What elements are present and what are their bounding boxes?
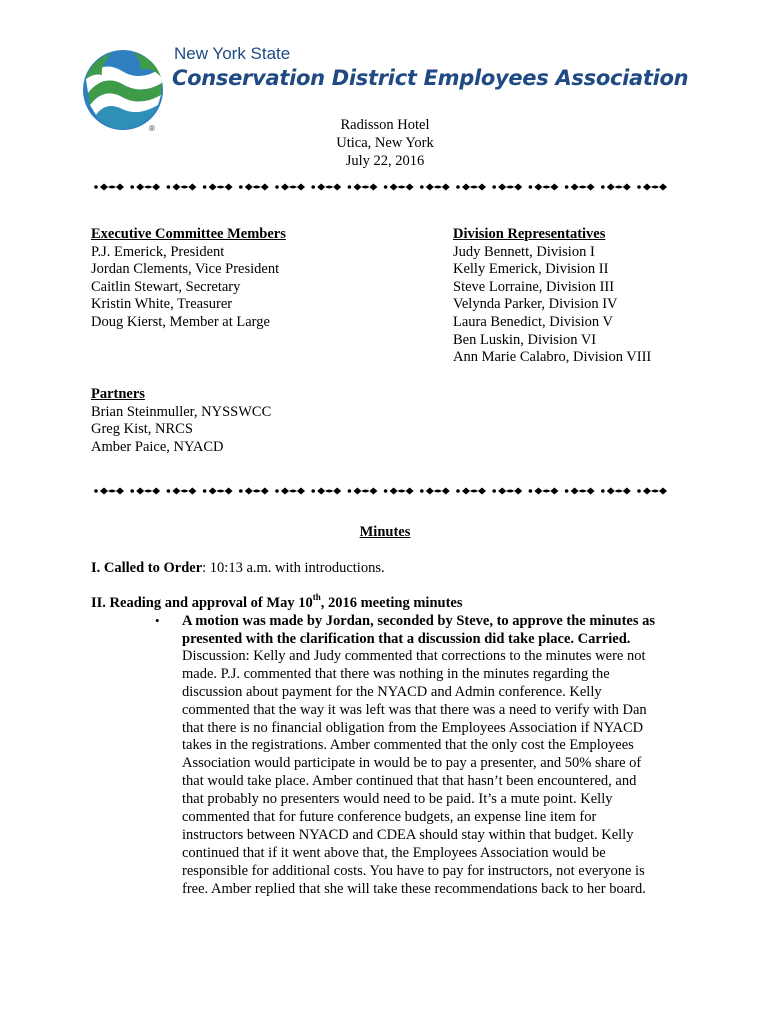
ornament-mark (100, 184, 108, 191)
executive-committee (91, 226, 286, 332)
ornament-mark (420, 185, 424, 189)
ornament-mark (94, 489, 98, 493)
ornament-mark (297, 488, 305, 495)
ornament-divider (92, 485, 672, 497)
ornament-mark (643, 488, 651, 495)
partners (91, 386, 271, 456)
ornament-mark (492, 489, 496, 493)
discussion-line: responsible for additional costs. You have to pay for instructors, not everyone is (182, 862, 645, 879)
ornament-mark (144, 186, 152, 189)
ornament-mark (188, 184, 196, 191)
ornament-mark (136, 184, 144, 191)
ornament-mark (565, 185, 569, 189)
item-reading-approval (91, 592, 463, 612)
ornament-mark (434, 490, 442, 493)
item-label-rest: , 2016 meeting minutes (320, 595, 463, 611)
ornament-mark (542, 490, 550, 493)
ornament-mark (651, 490, 659, 493)
ornament-mark (478, 184, 486, 191)
ornament-mark (456, 185, 460, 189)
ornament-mark (108, 186, 116, 189)
ornament-mark (311, 489, 315, 493)
motion-line: A motion was made by Jordan, seconded by Steve, to approve the minutes as (182, 613, 656, 629)
executive-member: Kristin White, Treasurer (91, 296, 233, 313)
ornament-mark (623, 488, 631, 495)
division-member: Velynda Parker, Division IV (453, 296, 618, 313)
ornament-mark (225, 184, 233, 191)
ornament-mark (225, 488, 233, 495)
ornament-mark (245, 488, 253, 495)
ornament-mark (565, 489, 569, 493)
ornament-mark (152, 184, 160, 191)
division-member: Kelly Emerick, Division II (453, 261, 609, 278)
item-label: I. Called to Order (91, 560, 203, 576)
ornament-mark (462, 184, 470, 191)
ornament-mark (239, 185, 243, 189)
ornament-mark (130, 489, 134, 493)
ornament-mark (390, 488, 398, 495)
ornament-mark (579, 186, 587, 189)
venue-line: Utica, New York (336, 135, 434, 151)
ornament-mark (601, 185, 605, 189)
ornament-mark (434, 186, 442, 189)
ornament-mark (333, 184, 341, 191)
executive-member: P.J. Emerick, President (91, 243, 225, 260)
ornament-mark (550, 488, 558, 495)
executive-heading: Executive Committee Members (91, 226, 286, 242)
ornament-mark (406, 488, 414, 495)
ornament-mark (281, 488, 289, 495)
ornament-mark (325, 186, 333, 189)
ornament-mark (514, 184, 522, 191)
discussion-line: commented that for future conference budgets, an expense line item for (182, 809, 597, 826)
ornament-mark (94, 185, 98, 189)
ornament-mark (623, 184, 631, 191)
registered-mark: ® (149, 124, 155, 133)
ornament-mark (529, 489, 533, 493)
ornament-mark (239, 489, 243, 493)
ornament-mark (369, 488, 377, 495)
division-member: Judy Bennett, Division I (453, 243, 595, 260)
ornament-mark (108, 490, 116, 493)
ornament-mark (245, 184, 253, 191)
ornament-mark (571, 488, 579, 495)
ornament-mark (353, 184, 361, 191)
ornament-mark (172, 184, 180, 191)
ornament-mark (203, 185, 207, 189)
discussion-line: made. P.J. commented that there was nothing in the minutes regarding the (182, 665, 610, 682)
ornament-mark (498, 184, 506, 191)
division-member: Ann Marie Calabro, Division VIII (453, 349, 652, 366)
ornament-mark (180, 490, 188, 493)
ornament-mark (442, 184, 450, 191)
discussion-text (182, 648, 682, 898)
ordinal-suffix: th (312, 592, 321, 603)
ornament-mark (514, 488, 522, 495)
ornament-mark (550, 184, 558, 191)
ornament-mark (615, 186, 623, 189)
ornament-mark (587, 184, 595, 191)
discussion-line: that would take place. Amber continued that that hasn’t been encountered, and (182, 773, 637, 790)
ornament-mark (579, 490, 587, 493)
discussion-line: Association would participate in would be to pay a presenter, and 50% share of (182, 755, 642, 772)
ornament-mark (100, 488, 108, 495)
motion-line: presented with the clarification that a discussion did take place. Carried. (182, 630, 631, 647)
ornament-mark (275, 489, 279, 493)
discussion-line: that probably no presenters would need to be paid. It’s a mute point. Kelly (182, 791, 613, 808)
bullet-marker: • (155, 613, 160, 628)
division-member: Steve Lorraine, Division III (453, 278, 615, 295)
ornament-mark (275, 185, 279, 189)
ornament-mark (261, 488, 269, 495)
item-text: : 10:13 a.m. with introductions. (202, 560, 385, 576)
ornament-mark (534, 184, 542, 191)
ornament-mark (152, 488, 160, 495)
minutes-title: Minutes (359, 524, 411, 540)
ornament-divider (92, 181, 672, 193)
ornament-mark (406, 184, 414, 191)
ornament-mark (289, 186, 297, 189)
discussion-line: that there is no financial obligation from the Employees Association if NYACD (182, 719, 644, 736)
ornament-mark (506, 490, 514, 493)
ornament-mark (217, 186, 225, 189)
division-heading: Division Representatives (453, 226, 606, 242)
ornament-mark (172, 488, 180, 495)
ornament-mark (348, 185, 352, 189)
ornament-mark (369, 184, 377, 191)
ornament-mark (470, 490, 478, 493)
partners-heading: Partners (91, 386, 145, 402)
ornament-mark (203, 489, 207, 493)
item-label: II. Reading and approval of May 10 (91, 595, 313, 611)
ornament-mark (398, 186, 406, 189)
ornament-mark (167, 185, 171, 189)
ornament-mark (253, 490, 261, 493)
ornament-mark (542, 186, 550, 189)
ornament-mark (601, 489, 605, 493)
ornament-mark (217, 490, 225, 493)
division-member: Laura Benedict, Division V (453, 313, 614, 330)
ornament-mark (637, 489, 641, 493)
discussion-line: Discussion: Kelly and Judy commented that corrections to the minutes were not (182, 648, 646, 664)
ornament-mark (353, 488, 361, 495)
discussion-line: commented that the way it was left was that there was a need to verify with Dan (182, 701, 647, 718)
ornament-mark (136, 488, 144, 495)
ornament-mark (587, 488, 595, 495)
org-state: New York State (174, 44, 291, 63)
ornament-mark (333, 488, 341, 495)
ornament-mark (209, 184, 217, 191)
ornament-mark (297, 184, 305, 191)
ornament-mark (478, 488, 486, 495)
ornament-mark (506, 186, 514, 189)
ornament-mark (390, 184, 398, 191)
discussion-line: free. Amber replied that she will take these recommendations back to her board. (182, 880, 646, 897)
ornament-mark (116, 184, 124, 191)
ornament-mark (529, 185, 533, 189)
executive-member: Jordan Clements, Vice President (91, 261, 280, 278)
ornament-mark (188, 488, 196, 495)
ornament-mark (637, 185, 641, 189)
item-called-to-order (91, 560, 385, 577)
ornament-mark (209, 488, 217, 495)
venue-line: July 22, 2016 (345, 153, 425, 169)
ornament-mark (253, 186, 261, 189)
ornament-mark (498, 488, 506, 495)
executive-member: Doug Kierst, Member at Large (91, 313, 270, 330)
ornament-mark (317, 488, 325, 495)
ornament-mark (281, 184, 289, 191)
ornament-mark (311, 185, 315, 189)
ornament-mark (361, 186, 369, 189)
ornament-mark (426, 488, 434, 495)
ornament-mark (534, 488, 542, 495)
ornament-mark (325, 490, 333, 493)
ornament-mark (426, 184, 434, 191)
executive-member: Caitlin Stewart, Secretary (91, 278, 241, 295)
ornament-mark (651, 186, 659, 189)
ornament-mark (571, 184, 579, 191)
discussion-line: instructors between NYACD and CDEA should stay within that budget. Kelly (182, 826, 634, 843)
ornament-mark (317, 184, 325, 191)
ornament-mark (361, 490, 369, 493)
division-member: Ben Luskin, Division VI (453, 331, 597, 348)
ornament-mark (607, 184, 615, 191)
ornament-mark (144, 490, 152, 493)
discussion-line: continued that if it went above that, the Employees Association would be (182, 844, 606, 861)
ornament-mark (492, 185, 496, 189)
ornament-mark (615, 490, 623, 493)
ornament-mark (261, 184, 269, 191)
ornament-mark (442, 488, 450, 495)
partner-member: Amber Paice, NYACD (91, 438, 224, 455)
org-name: Conservation District Employees Association (172, 66, 689, 90)
partner-member: Greg Kist, NRCS (91, 421, 193, 438)
ornament-mark (420, 489, 424, 493)
discussion-line: takes in the registrations. Amber commented that the only cost the Employees (182, 737, 634, 754)
venue-block (0, 116, 770, 170)
discussion-line: discussion about payment for the NYACD and Admin conference. Kelly (182, 683, 602, 700)
ornament-mark (659, 184, 667, 191)
ornament-mark (130, 185, 134, 189)
division-representatives (453, 226, 651, 367)
ornament-mark (607, 488, 615, 495)
ornament-mark (470, 186, 478, 189)
venue-line: Radisson Hotel (340, 117, 430, 133)
ornament-mark (659, 488, 667, 495)
ornament-mark (167, 489, 171, 493)
ornament-mark (462, 488, 470, 495)
ornament-mark (348, 489, 352, 493)
ornament-mark (456, 489, 460, 493)
ornament-mark (116, 488, 124, 495)
ornament-mark (180, 186, 188, 189)
ornament-mark (643, 184, 651, 191)
partner-member: Brian Steinmuller, NYSSWCC (91, 403, 272, 420)
ornament-mark (289, 490, 297, 493)
ornament-mark (398, 490, 406, 493)
ornament-mark (384, 185, 388, 189)
ornament-mark (384, 489, 388, 493)
motion-text (182, 613, 682, 648)
